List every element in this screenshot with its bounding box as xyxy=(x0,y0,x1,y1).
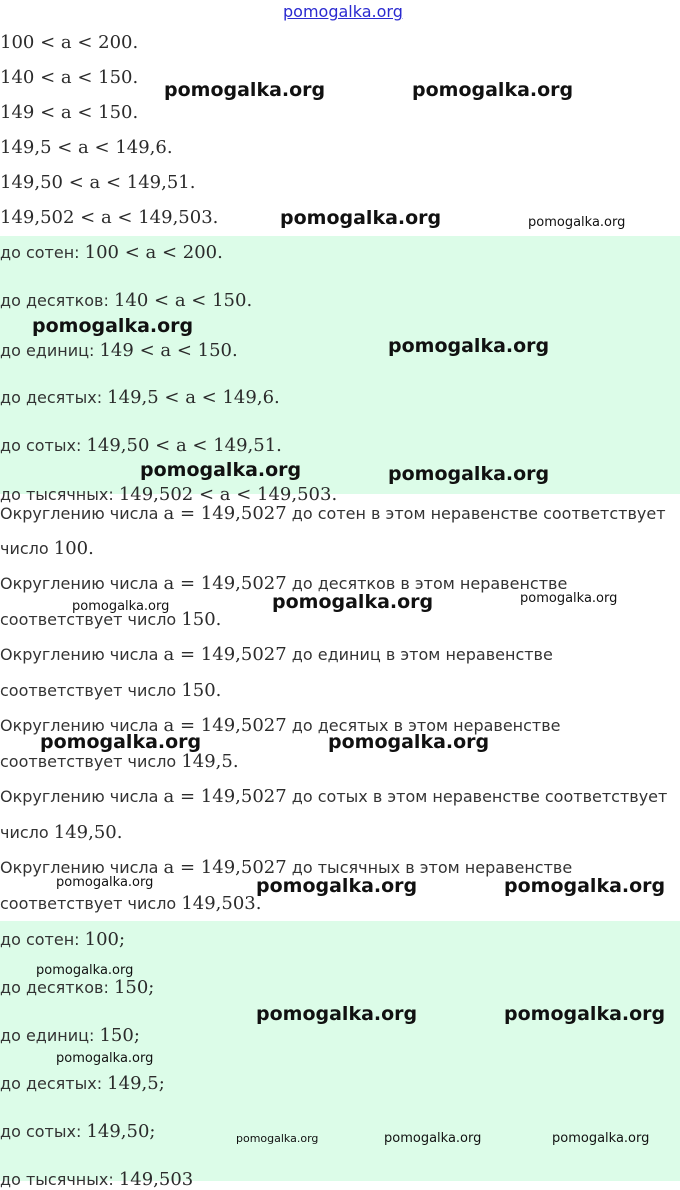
box1-expr: 140 < a < 150. xyxy=(113,290,253,311)
box1-row-thousandths xyxy=(0,484,337,505)
box2-label: до единиц: xyxy=(0,1026,95,1045)
watermark: pomogalka.org xyxy=(56,1051,154,1066)
watermark: pomogalka.org xyxy=(384,1131,482,1146)
rounding-result-value: 100. xyxy=(53,538,94,559)
top-watermark-link[interactable]: pomogalka.org xyxy=(283,2,403,21)
intro-line-1: 100 < a < 200. xyxy=(0,32,139,53)
intro-line-3: 149 < a < 150. xyxy=(0,102,139,123)
watermark: pomogalka.org xyxy=(388,463,550,485)
rounding-4-line2 xyxy=(0,751,239,772)
box1-row-units xyxy=(0,340,238,361)
rounding-prefix: Округлению числа xyxy=(0,504,159,523)
box2-label: до десятков: xyxy=(0,978,109,997)
box1-row-hundredths xyxy=(0,435,282,456)
box2-row-hundreds xyxy=(0,929,125,950)
watermark: pomogalka.org xyxy=(72,599,170,614)
rounding-number: a = 149,5027 xyxy=(163,503,287,524)
box2-label: до сотен: xyxy=(0,930,80,949)
box1-expr: 149,5 < a < 149,6. xyxy=(107,387,280,408)
box1-label: до десятых: xyxy=(0,388,103,407)
box1-expr: 149 < a < 150. xyxy=(99,340,238,361)
watermark: pomogalka.org xyxy=(236,1132,319,1145)
box1-label: до сотен: xyxy=(0,243,80,262)
intro-line-2: 140 < a < 150. xyxy=(0,67,139,88)
rounding-result-value: 149,50. xyxy=(53,822,123,843)
rounding-number: a = 149,5027 xyxy=(163,644,287,665)
watermark: pomogalka.org xyxy=(520,591,618,606)
rounding-result-text: соответствует число xyxy=(0,894,177,913)
box2-value: 150; xyxy=(99,1025,140,1046)
watermark: pomogalka.org xyxy=(272,591,434,613)
rounding-3-line1 xyxy=(0,644,553,665)
box2-value: 100; xyxy=(84,929,126,950)
watermark: pomogalka.org xyxy=(36,963,134,978)
watermark: pomogalka.org xyxy=(528,215,626,230)
rounding-5-line1 xyxy=(0,786,667,807)
watermark: pomogalka.org xyxy=(140,459,302,481)
rounding-prefix: Округлению числа xyxy=(0,716,159,735)
rounding-1-line1 xyxy=(0,503,666,524)
watermark: pomogalka.org xyxy=(388,335,550,357)
rounding-text: до тысячных в этом неравенстве xyxy=(291,858,573,877)
box1-expr: 149,502 < a < 149,503. xyxy=(118,484,338,505)
rounding-number: a = 149,5027 xyxy=(163,786,287,807)
answer-box-intervals-content xyxy=(0,236,680,505)
rounding-text: до десятков в этом неравенстве xyxy=(291,574,568,593)
box2-value: 149,503 xyxy=(118,1169,194,1190)
watermark: pomogalka.org xyxy=(552,1131,650,1146)
watermark: pomogalka.org xyxy=(40,731,202,753)
watermark: pomogalka.org xyxy=(328,731,490,753)
intro-line-4: 149,5 < a < 149,6. xyxy=(0,137,173,158)
watermark: pomogalka.org xyxy=(164,79,326,101)
rounding-text: до сотых в этом неравенстве соответствует xyxy=(291,787,668,806)
rounding-result-value: 150. xyxy=(181,680,222,701)
rounding-result-text: соответствует число xyxy=(0,681,177,700)
rounding-prefix: Округлению числа xyxy=(0,858,159,877)
box1-label: до десятков: xyxy=(0,291,109,310)
rounding-result-text: число xyxy=(0,823,49,842)
intro-line-6: 149,502 < a < 149,503. xyxy=(0,207,219,228)
rounding-result-text: соответствует число xyxy=(0,752,177,771)
watermark: pomogalka.org xyxy=(256,1003,418,1025)
watermark: pomogalka.org xyxy=(32,315,194,337)
watermark: pomogalka.org xyxy=(56,875,154,890)
rounding-number: a = 149,5027 xyxy=(163,715,287,736)
box1-label: до единиц: xyxy=(0,341,95,360)
watermark: pomogalka.org xyxy=(504,875,666,897)
intro-line-5: 149,50 < a < 149,51. xyxy=(0,172,196,193)
rounding-result-value: 149,503. xyxy=(181,893,262,914)
box1-label: до сотых: xyxy=(0,436,82,455)
box1-row-tenths xyxy=(0,387,280,408)
box2-label: до сотых: xyxy=(0,1122,82,1141)
rounding-6-line2 xyxy=(0,893,261,914)
rounding-text: до десятых в этом неравенстве xyxy=(291,716,561,735)
rounding-number: a = 149,5027 xyxy=(163,857,287,878)
rounding-result-text: число xyxy=(0,539,49,558)
watermark: pomogalka.org xyxy=(504,1003,666,1025)
watermark: pomogalka.org xyxy=(280,207,442,229)
rounding-prefix: Округлению числа xyxy=(0,787,159,806)
rounding-number: a = 149,5027 xyxy=(163,573,287,594)
box2-row-tenths xyxy=(0,1073,165,1094)
rounding-1-line2 xyxy=(0,538,94,559)
box1-row-hundreds xyxy=(0,242,223,263)
rounding-result-value: 149,5. xyxy=(181,751,239,772)
box2-label: до тысячных: xyxy=(0,1170,114,1189)
box1-expr: 100 < a < 200. xyxy=(84,242,223,263)
box2-label: до десятых: xyxy=(0,1074,103,1093)
rounding-result-text: соответствует число xyxy=(0,610,177,629)
box2-value: 149,50; xyxy=(86,1121,156,1142)
watermark: pomogalka.org xyxy=(412,79,574,101)
box2-row-thousandths xyxy=(0,1169,193,1190)
rounding-3-line2 xyxy=(0,680,221,701)
rounding-text: до сотен в этом неравенстве соответствует xyxy=(291,504,666,523)
rounding-prefix: Округлению числа xyxy=(0,574,159,593)
rounding-result-value: 150. xyxy=(181,609,222,630)
rounding-5-line2 xyxy=(0,822,122,843)
rounding-text: до единиц в этом неравенстве xyxy=(291,645,553,664)
box2-row-tens xyxy=(0,977,154,998)
box2-value: 149,5; xyxy=(107,1073,165,1094)
box2-row-hundredths xyxy=(0,1121,155,1142)
watermark: pomogalka.org xyxy=(256,875,418,897)
box1-expr: 149,50 < a < 149,51. xyxy=(86,435,282,456)
box2-value: 150; xyxy=(113,977,155,998)
box1-row-tens xyxy=(0,290,252,311)
box2-row-units xyxy=(0,1025,140,1046)
box1-label: до тысячных: xyxy=(0,485,114,504)
rounding-prefix: Округлению числа xyxy=(0,645,159,664)
